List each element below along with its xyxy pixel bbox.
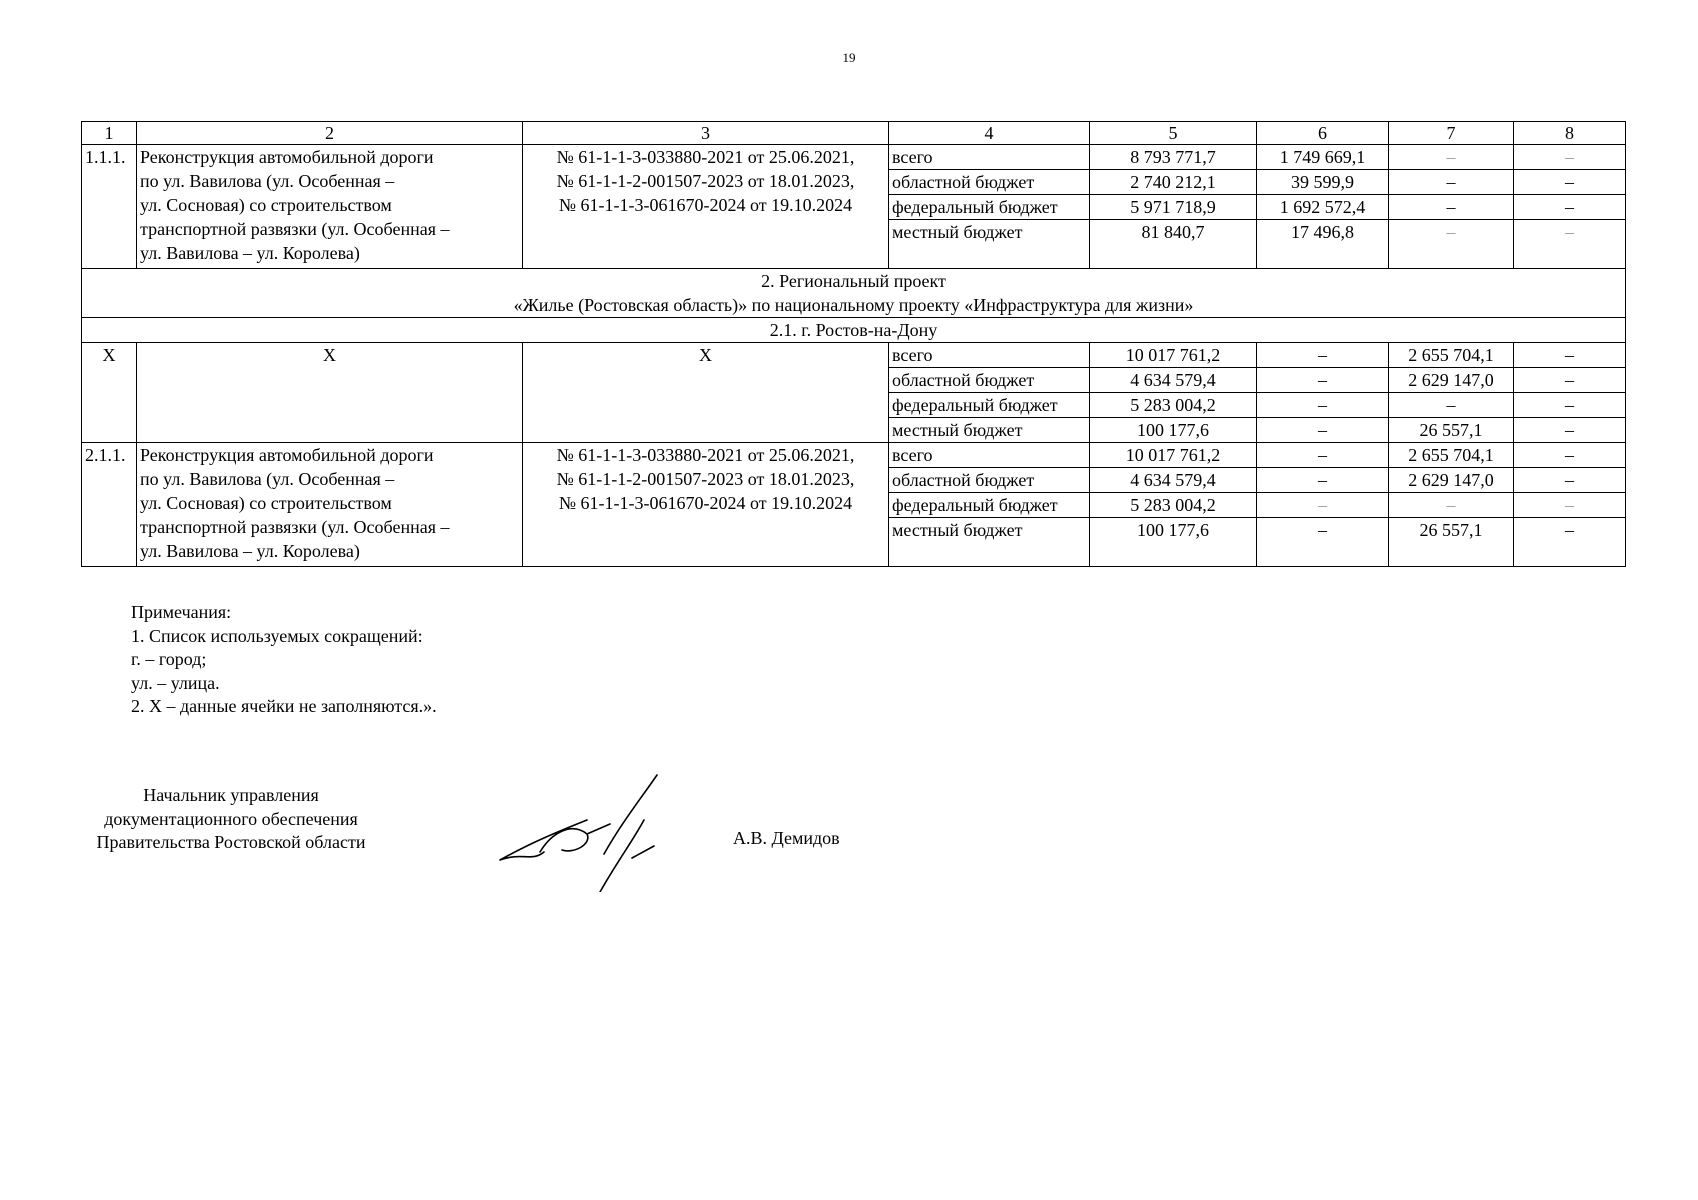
value-cell: –: [1389, 493, 1514, 518]
value-cell: 10 017 761,2: [1090, 443, 1257, 468]
value-cell: 5 971 718,9: [1090, 195, 1257, 220]
doc-line: № 61-1-1-2-001507-2023 от 18.01.2023,: [556, 469, 855, 489]
value-cell: 5 283 004,2: [1090, 493, 1257, 518]
value-cell: –: [1514, 170, 1626, 195]
value-cell: 39 599,9: [1257, 170, 1389, 195]
value-cell: –: [1257, 518, 1389, 567]
value-cell: –: [1257, 418, 1389, 443]
value-cell: –: [1514, 443, 1626, 468]
value-cell: 2 629 147,0: [1389, 468, 1514, 493]
doc-line: № 61-1-1-3-033880-2021 от 25.06.2021,: [556, 445, 855, 465]
value-cell: 100 177,6: [1090, 518, 1257, 567]
value-cell: –: [1514, 393, 1626, 418]
object-name-line: транспортной развязки (ул. Особенная –: [140, 517, 450, 537]
doc-line: № 61-1-1-3-061670-2024 от 19.10.2024: [558, 195, 853, 215]
subsection-row: [82, 318, 1626, 343]
value-cell: –: [1514, 368, 1626, 393]
doc-line: № 61-1-1-2-001507-2023 от 18.01.2023,: [556, 171, 855, 191]
doc-line: № 61-1-1-3-061670-2024 от 19.10.2024: [558, 493, 853, 513]
value-cell: 10 017 761,2: [1090, 343, 1257, 368]
budget-label: местный бюджет: [889, 418, 1090, 443]
object-name: [137, 145, 523, 269]
budget-label: областной бюджет: [889, 468, 1090, 493]
signer-title: [81, 784, 381, 855]
section-title-line: 2. Региональный проект: [761, 271, 946, 291]
value-cell: –: [1389, 195, 1514, 220]
value-cell: 26 557,1: [1389, 418, 1514, 443]
value-cell: 1 692 572,4: [1257, 195, 1389, 220]
value-cell: –: [1257, 393, 1389, 418]
section-title-line: «Жилье (Ростовская область)» по национальному проекту «Инфраструктура для жизни»: [513, 295, 1194, 315]
x-cell: Х: [82, 343, 137, 443]
budget-label: областной бюджет: [889, 170, 1090, 195]
header-cell: 5: [1090, 122, 1257, 145]
signer-title-line: документационного обеспечения: [104, 808, 358, 829]
budget-label: всего: [889, 343, 1090, 368]
header-cell: 7: [1389, 122, 1514, 145]
object-name-line: транспортной развязки (ул. Особенная –: [140, 219, 450, 239]
table-row: [82, 145, 1626, 170]
value-cell: 100 177,6: [1090, 418, 1257, 443]
x-cell: Х: [137, 343, 523, 443]
value-cell: 2 655 704,1: [1389, 343, 1514, 368]
value-cell: –: [1514, 493, 1626, 518]
budget-label: областной бюджет: [889, 368, 1090, 393]
value-cell: –: [1389, 393, 1514, 418]
value-cell: –: [1257, 343, 1389, 368]
object-name-line: Реконструкция автомобильной дороги: [140, 445, 434, 465]
value-cell: –: [1514, 343, 1626, 368]
signer-title-line: Правительства Ростовской области: [96, 832, 366, 852]
value-cell: –: [1514, 418, 1626, 443]
handwritten-signature: [492, 772, 682, 892]
notes-line: 1. Список используемых сокращений:: [131, 625, 423, 646]
value-cell: –: [1257, 468, 1389, 493]
value-cell: –: [1514, 468, 1626, 493]
budget-label: федеральный бюджет: [889, 195, 1090, 220]
object-name-line: ул. Сосновая) со строительством: [140, 195, 392, 215]
budget-label: местный бюджет: [889, 518, 1090, 567]
subsection-title: 2.1. г. Ростов-на-Дону: [82, 318, 1626, 343]
object-name-line: ул. Сосновая) со строительством: [140, 493, 392, 513]
budget-label: всего: [889, 443, 1090, 468]
row-id: 1.1.1.: [82, 145, 137, 269]
value-cell: 17 496,8: [1257, 220, 1389, 269]
header-row: [82, 122, 1626, 145]
object-name-line: Реконструкция автомобильной дороги: [140, 147, 434, 167]
object-name-line: по ул. Вавилова (ул. Особенная –: [140, 469, 395, 489]
section-row: [82, 269, 1626, 318]
value-cell: 2 629 147,0: [1389, 368, 1514, 393]
object-name-line: по ул. Вавилова (ул. Особенная –: [140, 171, 395, 191]
object-name: [137, 443, 523, 567]
value-cell: 4 634 579,4: [1090, 468, 1257, 493]
header-cell: 1: [82, 122, 137, 145]
value-cell: 5 283 004,2: [1090, 393, 1257, 418]
header-cell: 6: [1257, 122, 1389, 145]
object-name-line: ул. Вавилова – ул. Королева): [140, 541, 360, 561]
budget-label: федеральный бюджет: [889, 393, 1090, 418]
value-cell: 81 840,7: [1090, 220, 1257, 269]
value-cell: –: [1257, 443, 1389, 468]
notes-line: Примечания:: [131, 602, 232, 622]
row-id: 2.1.1.: [82, 443, 137, 567]
budget-label: федеральный бюджет: [889, 493, 1090, 518]
value-cell: 4 634 579,4: [1090, 368, 1257, 393]
value-cell: –: [1389, 170, 1514, 195]
value-cell: –: [1514, 518, 1626, 567]
value-cell: 2 740 212,1: [1090, 170, 1257, 195]
header-cell: 2: [137, 122, 523, 145]
value-cell: –: [1389, 220, 1514, 269]
budget-label: всего: [889, 145, 1090, 170]
expertise-docs: [523, 443, 889, 567]
notes-line: 2. Х – данные ячейки не заполняются.».: [131, 696, 437, 716]
page-number: 19: [842, 50, 856, 65]
value-cell: –: [1257, 493, 1389, 518]
table-row: [82, 443, 1626, 468]
header-cell: 4: [889, 122, 1090, 145]
notes: [131, 601, 437, 719]
value-cell: –: [1514, 220, 1626, 269]
notes-line: ул. – улица.: [131, 672, 220, 693]
header-cell: 8: [1514, 122, 1626, 145]
doc-line: № 61-1-1-3-033880-2021 от 25.06.2021,: [556, 147, 855, 167]
value-cell: 1 749 669,1: [1257, 145, 1389, 170]
value-cell: –: [1514, 145, 1626, 170]
value-cell: –: [1257, 368, 1389, 393]
signer-name: А.В. Демидов: [733, 828, 840, 848]
section-title: [82, 269, 1626, 318]
header-cell: 3: [523, 122, 889, 145]
signer-title-line: Начальник управления: [143, 785, 319, 805]
value-cell: 26 557,1: [1389, 518, 1514, 567]
x-cell: Х: [523, 343, 889, 443]
value-cell: 8 793 771,7: [1090, 145, 1257, 170]
value-cell: –: [1389, 145, 1514, 170]
object-name-line: ул. Вавилова – ул. Королева): [140, 243, 360, 263]
notes-line: г. – город;: [131, 649, 207, 669]
funding-table: [81, 121, 1626, 567]
value-cell: –: [1514, 195, 1626, 220]
expertise-docs: [523, 145, 889, 269]
value-cell: 2 655 704,1: [1389, 443, 1514, 468]
table-row: [82, 343, 1626, 368]
budget-label: местный бюджет: [889, 220, 1090, 269]
